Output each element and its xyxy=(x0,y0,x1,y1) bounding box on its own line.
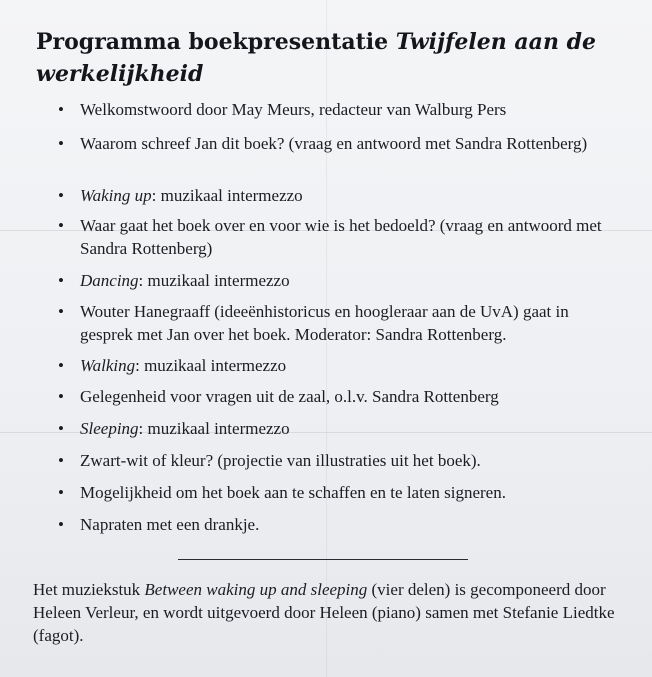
title-prefix: Programma boekpresentatie xyxy=(36,29,396,55)
bullet-icon: • xyxy=(58,186,64,205)
list-item: • Napraten met een drankje. xyxy=(58,515,260,534)
bullet-icon: • xyxy=(58,356,64,375)
list-item: • Waar gaat het boek over en voor wie is het bedoeld? (vraag en antwoord met Sandra Rottenberg) xyxy=(58,216,602,258)
bullet-icon: • xyxy=(58,100,64,119)
footer-note: Het muziekstuk Between waking up and sleeping (vier delen) is gecomponeerd door Heleen Verleur, en wordt uitgevoerd door Heleen (piano) samen met Stefanie Liedtke (fagot). xyxy=(33,580,615,645)
list-item: • Waking up: muzikaal intermezzo xyxy=(58,186,303,205)
list-item: • Mogelijkheid om het boek aan te schaffen en te laten signeren. xyxy=(58,483,506,502)
bullet-icon: • xyxy=(58,483,64,502)
list-item: • Gelegenheid voor vragen uit de zaal, o.l.v. Sandra Rottenberg xyxy=(58,387,499,406)
list-item: • Welkomstwoord door May Meurs, redacteur van Walburg Pers xyxy=(58,100,507,119)
list-item: • Waarom schreef Jan dit boek? (vraag en antwoord met Sandra Rottenberg) xyxy=(58,134,588,153)
bullet-icon: • xyxy=(58,387,64,406)
list-item: • Walking: muzikaal intermezzo xyxy=(58,356,287,375)
divider-line xyxy=(178,559,468,560)
bullet-icon: • xyxy=(58,419,64,438)
bullet-icon: • xyxy=(58,271,64,290)
list-item: • Zwart-wit of kleur? (projectie van illustraties uit het boek). xyxy=(58,451,481,470)
piece-title: Between waking up and sleeping xyxy=(144,580,368,599)
bullet-icon: • xyxy=(58,134,64,153)
book-title: Twijfelen aan de werkelijkheid xyxy=(36,29,596,87)
page-title xyxy=(36,26,636,90)
list-item: • Dancing: muzikaal intermezzo xyxy=(58,271,290,290)
list-item: • Sleeping: muzikaal intermezzo xyxy=(58,419,290,438)
bullet-icon: • xyxy=(58,216,64,235)
bullet-icon: • xyxy=(58,302,64,321)
bullet-icon: • xyxy=(58,451,64,470)
list-item: • Wouter Hanegraaff (ideeënhistoricus en hoogleraar aan de UvA) gaat in gesprek met Jan over het boek. Moderator: Sandra Rottenberg. xyxy=(58,302,569,344)
bullet-icon: • xyxy=(58,515,64,534)
